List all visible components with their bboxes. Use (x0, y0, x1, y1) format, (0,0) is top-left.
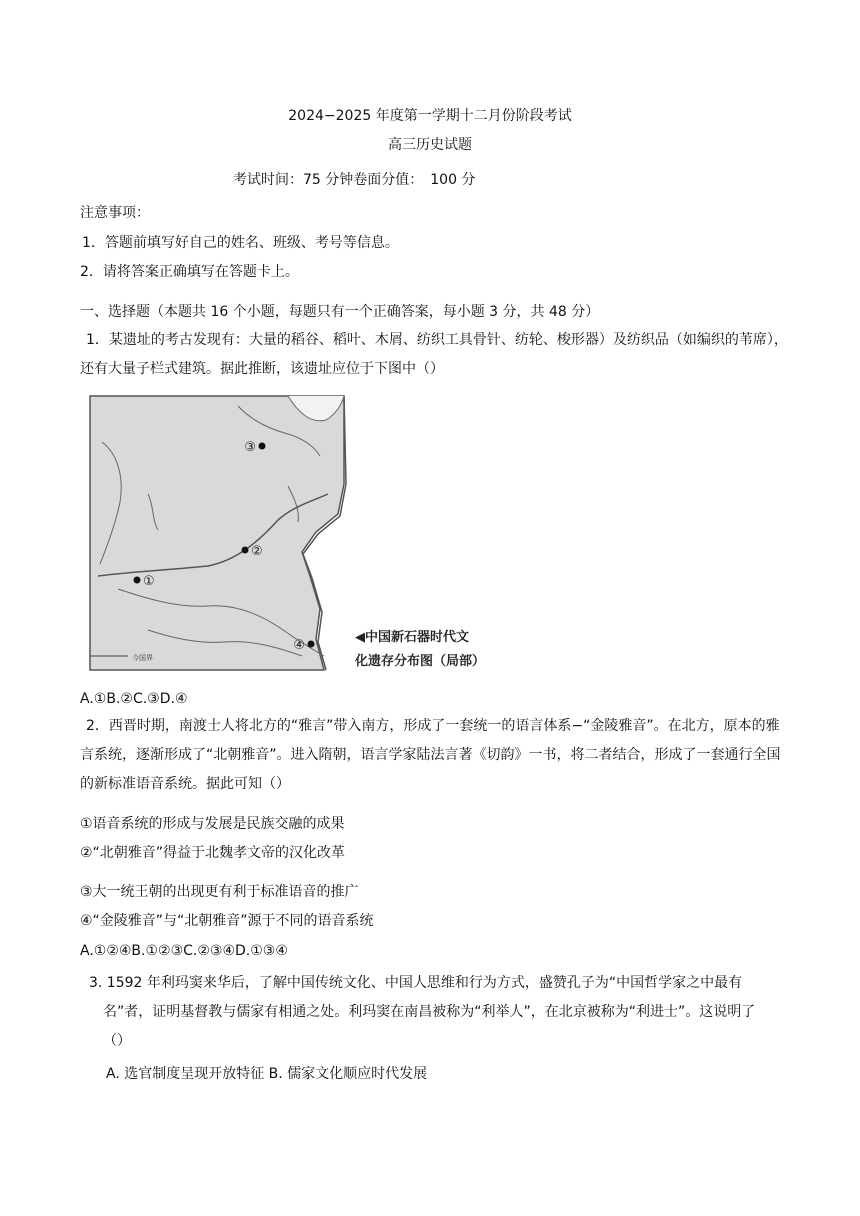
map-caption-line-1: ◀中国新石器时代文 (355, 630, 469, 645)
question-2-statement-2: ②“北朝雅音”得益于北魏孝文帝的汉化改革 (80, 845, 346, 861)
question-3-options: A. 选官制度呈现开放特征 B. 儒家文化顺应时代发展 (106, 1066, 428, 1082)
exam-subtitle: 高三历史试题 (388, 137, 472, 153)
exam-info: 考试时间：75 分钟卷面分值： 100 分 (233, 172, 476, 188)
question-1-options: A.①B.②C.③D.④ (80, 691, 188, 707)
question-2-stem: 2．西晋时期，南渡士人将北方的“雅言”带入南方，形成了一套统一的语言体系−“金陵雅音”。在北方，原本的雅言系统，逐渐形成了“北朝雅音”。进入隋朝，语言学家陆法言著《切韵》一书，将二者结合，形成了一套通行全国的新标准语音系统。据此可知（） (80, 718, 781, 792)
question-1-stem: 1．某遗址的考古发现有：大量的稻谷、稻叶、木屑、纺织工具骨针、纺轮、梭形器）及纺织品（如编织的苇席），还有大量子栏式建筑。据此推断，该遗址应位于下图中（） (80, 332, 788, 377)
section-heading: 一、选择题（本题共 16 个小题，每题只有一个正确答案，每小题 3 分，共 48 分） (80, 304, 600, 320)
question-2-statement-1: ①语音系统的形成与发展是民族交融的成果 (80, 816, 345, 832)
map-marker-3: ③ (244, 440, 256, 455)
notice-item-2: 2．请将答案正确填写在答题卡上。 (80, 264, 299, 280)
map-caption-line-2: 化遗存分布图（局部） (355, 654, 486, 669)
map-caption (355, 626, 515, 674)
map-scale-label: 今国界 (132, 654, 153, 662)
notice-heading: 注意事项： (80, 205, 150, 221)
exam-title: 2024−2025 年度第一学期十二月份阶段考试 (288, 108, 572, 124)
question-2-options: A.①②④B.①②③C.②③④D.①③④ (80, 943, 288, 959)
question-2-statement-4: ④“金陵雅音”与“北朝雅音”源于不同的语音系统 (80, 913, 374, 929)
question-3-stem: 3. 1592 年利玛窦来华后，了解中国传统文化、中国人思维和行为方式，盛赞孔子为“中国哲学家之中最有名”者，证明基督教与儒家有相通之处。利玛窦在南昌被称为“利举人”，在北京被称为“利进士”。这说明了（） (89, 975, 756, 1049)
notice-item-1: 1．答题前填写好自己的姓名、班级、考号等信息。 (82, 235, 399, 251)
map-marker-2: ② (251, 544, 263, 559)
question-2-statement-3: ③大一统王朝的出现更有利于标准语音的推广 (80, 884, 359, 900)
map-marker-4: ④ (293, 638, 305, 653)
map-marker-1: ① (143, 574, 155, 589)
